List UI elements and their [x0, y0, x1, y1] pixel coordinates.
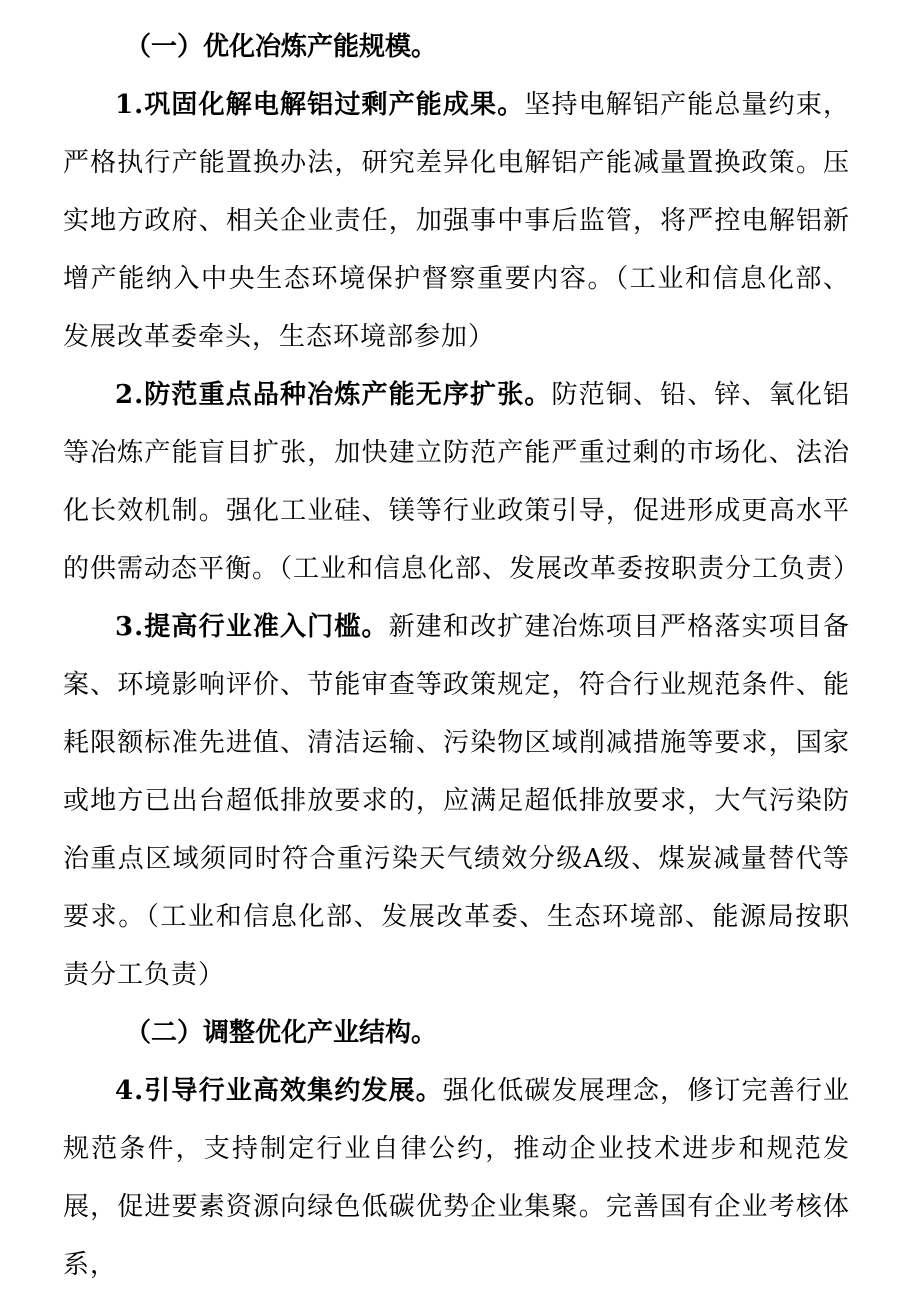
paragraph-item-4: [63, 1062, 850, 1294]
item-body-4: 强化低碳发展理念，修订完善行业规范条件，支持制定行业自律公约，推动企业技术进步和规范发展，促进要素资源向绿色低碳优势企业集聚。完善国有企业考核体系，: [63, 1076, 850, 1280]
item-body-3: 新建和改扩建冶炼项目严格落实项目备案、环境影响评价、节能审查等政策规定，符合行业规范条件、能耗限额标准先进值、清洁运输、污染物区域削减措施等要求，国家或地方已出台超低排放要求的，应满足超低排放要求，大气污染防治重点区域须同时符合重污染天气绩效分级A级、煤炭减量替代等要求。（工业和信息化部、发展改革委、生态环境部、能源局按职责分工负责）: [63, 612, 850, 990]
paragraph-item-3: [63, 598, 850, 1004]
item-body-1: 坚持电解铝产能总量约束，严格执行产能置换办法，研究差异化电解铝产能减量置换政策。压实地方政府、相关企业责任，加强事中事后监管，将严控电解铝新增产能纳入中央生态环境保护督察重要内容。（工业和信息化部、发展改革委牵头，生态环境部参加）: [63, 90, 850, 352]
item-body-2: 防范铜、铅、锌、氧化铝等冶炼产能盲目扩张，加快建立防范产能严重过剩的市场化、法治化长效机制。强化工业硅、镁等行业政策引导，促进形成更高水平的供需动态平衡。（工业和信息化部、发展改革委按职责分工负责）: [63, 380, 861, 584]
section-heading-2: （二）调整优化产业结构。: [125, 1018, 438, 1048]
item-title-2: 2.防范重点品种冶炼产能无序扩张。: [115, 380, 552, 410]
section-heading-1: （一）优化冶炼产能规模。: [125, 32, 438, 62]
item-title-4: 4.引导行业高效集约发展。: [115, 1076, 443, 1106]
paragraph-item-2: [63, 366, 861, 598]
item-title-1: 1.巩固化解电解铝过剩产能成果。: [115, 90, 525, 120]
document-page: [63, 0, 861, 1294]
item-title-3: 3.提高行业准入门槛。: [115, 612, 389, 642]
paragraph-item-1: [63, 76, 850, 366]
